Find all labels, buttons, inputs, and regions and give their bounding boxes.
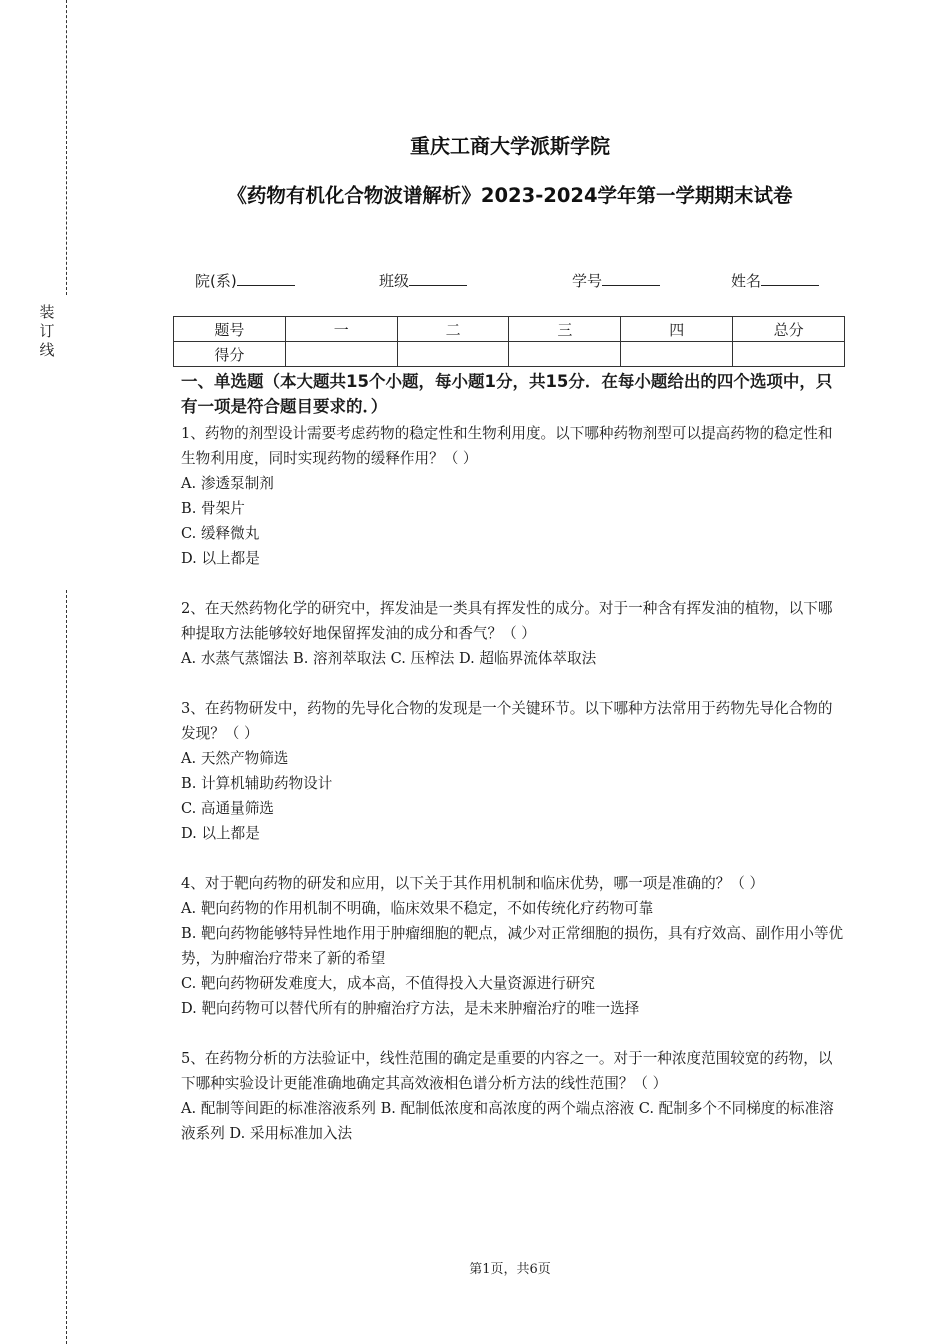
score-table <box>173 316 845 367</box>
binding-char: 线 <box>39 341 55 359</box>
score-cell: 四 <box>621 317 733 342</box>
student-id-blank <box>602 271 660 286</box>
question-stem: 3、在药物研发中，药物的先导化合物的发现是一个关键环节。以下哪种方法常用于药物先导化合物的发现？（ ） <box>181 700 833 742</box>
question-option: B. 靶向药物能够特异性地作用于肿瘤细胞的靶点，减少对正常细胞的损伤，具有疗效高、副作用小等优势，为肿瘤治疗带来了新的希望 <box>181 925 844 967</box>
question-stem: 4、对于靶向药物的研发和应用，以下关于其作用机制和临床优势，哪一项是准确的？（ ） <box>181 875 765 892</box>
question-option: A. 渗透泵制剂 <box>181 475 274 492</box>
spacer <box>181 571 845 596</box>
class-field <box>379 270 467 291</box>
page-number: 第1页，共6页 <box>469 1262 551 1277</box>
score-cell-empty <box>397 342 509 367</box>
question-option: C. 靶向药物研发难度大，成本高，不值得投入大量资源进行研究 <box>181 975 595 992</box>
name-blank <box>761 271 819 286</box>
name-label: 姓名 <box>731 272 762 290</box>
question-stem: 1、药物的剂型设计需要考虑药物的稳定性和生物利用度。以下哪种药物剂型可以提高药物的稳定性和生物利用度，同时实现药物的缓释作用？（ ） <box>181 425 833 467</box>
score-cell: 二 <box>397 317 509 342</box>
question-option: A. 天然产物筛选 <box>181 750 289 767</box>
question-option: D. 靶向药物可以替代所有的肿瘤治疗方法，是未来肿瘤治疗的唯一选择 <box>181 1000 640 1017</box>
name-field <box>731 270 819 291</box>
question-option: D. 以上都是 <box>181 550 260 567</box>
spacer <box>181 846 845 871</box>
class-blank <box>409 271 467 286</box>
question-option: A. 水蒸气蒸馏法 B. 溶剂萃取法 C. 压榨法 D. 超临界流体萃取法 <box>181 650 597 667</box>
score-cell: 一 <box>285 317 397 342</box>
student-id-field <box>572 270 660 291</box>
score-table-score-row <box>174 342 845 367</box>
question-3 <box>181 696 845 846</box>
question-stem: 2、在天然药物化学的研究中，挥发油是一类具有挥发性的成分。对于一种含有挥发油的植物，以下哪种提取方法能够较好地保留挥发油的成分和香气？（ ） <box>181 600 833 642</box>
question-1 <box>181 421 845 571</box>
department-field <box>195 270 295 291</box>
question-option: D. 以上都是 <box>181 825 260 842</box>
question-option: C. 缓释微丸 <box>181 525 260 542</box>
score-cell-empty <box>733 342 845 367</box>
school-name: 重庆工商大学派斯学院 <box>410 134 610 158</box>
spacer <box>181 671 845 696</box>
department-label: 院(系) <box>195 272 237 290</box>
score-cell-empty <box>509 342 621 367</box>
score-cell: 总分 <box>733 317 845 342</box>
question-option: C. 高通量筛选 <box>181 800 274 817</box>
student-id-label: 学号 <box>572 272 603 290</box>
question-option: B. 计算机辅助药物设计 <box>181 775 333 792</box>
exam-content <box>181 369 845 1146</box>
question-stem: 5、在药物分析的方法验证中，线性范围的确定是重要的内容之一。对于一种浓度范围较宽的药物，以下哪种实验设计更能准确地确定其高效液相色谱分析方法的线性范围？（ ） <box>181 1050 833 1092</box>
score-table-header-row <box>174 317 845 342</box>
question-option: A. 配制等间距的标准溶液系列 B. 配制低浓度和高浓度的两个端点溶液 C. 配制多个不同梯度的标准溶液系列 D. 采用标准加入法 <box>181 1100 834 1142</box>
section-heading: 一、单选题（本大题共15个小题，每小题1分，共15分．在每小题给出的四个选项中，只有一项是符合题目要求的．） <box>181 372 833 416</box>
student-info-row <box>195 270 835 292</box>
binding-label <box>38 303 56 360</box>
score-cell-empty <box>621 342 733 367</box>
question-5 <box>181 1046 845 1146</box>
binding-char: 订 <box>39 322 55 340</box>
binding-char: 装 <box>39 303 55 321</box>
question-2 <box>181 596 845 671</box>
exam-title: 《药物有机化合物波谱解析》2023-2024学年第一学期期末试卷 <box>227 184 793 207</box>
question-option: B. 骨架片 <box>181 500 245 517</box>
class-label: 班级 <box>379 272 410 290</box>
score-cell: 题号 <box>174 317 286 342</box>
question-4 <box>181 871 845 1021</box>
binding-dashed-line-bottom <box>66 590 67 1344</box>
department-blank <box>237 271 295 286</box>
score-cell-empty <box>285 342 397 367</box>
question-option: A. 靶向药物的作用机制不明确，临床效果不稳定，不如传统化疗药物可靠 <box>181 900 654 917</box>
score-cell: 三 <box>509 317 621 342</box>
score-cell: 得分 <box>174 342 286 367</box>
spacer <box>181 1021 845 1046</box>
